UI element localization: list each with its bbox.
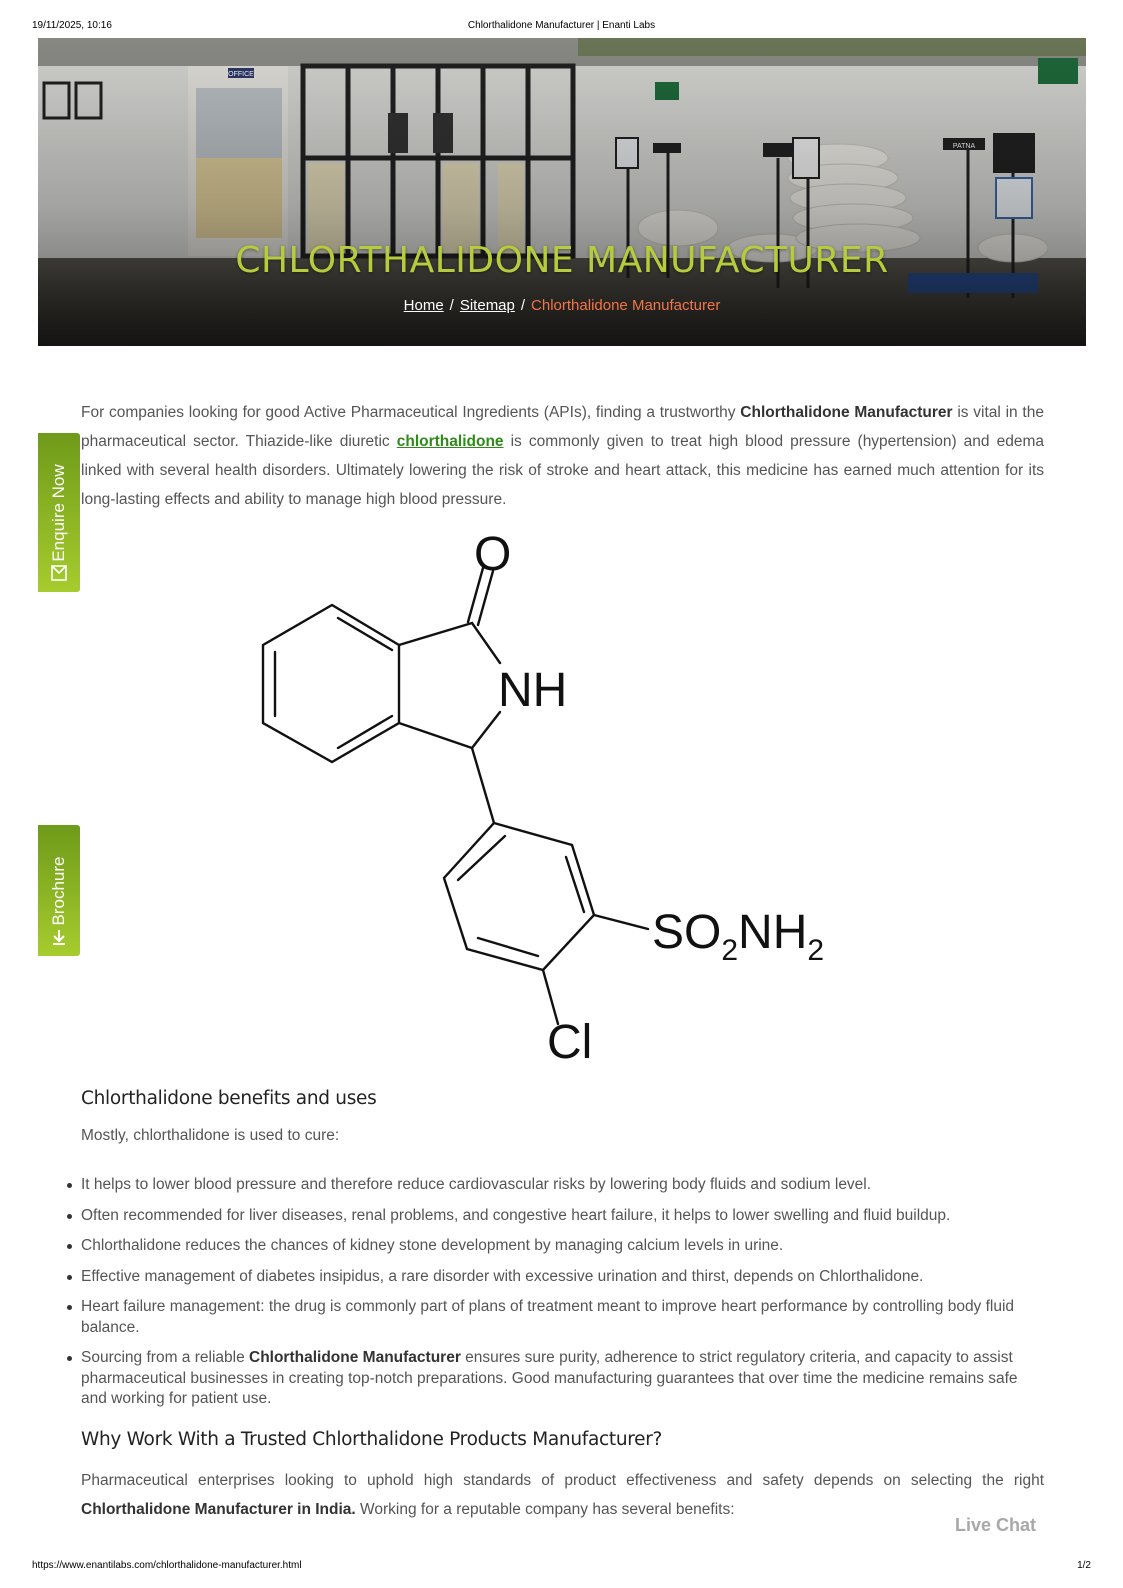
benefits-list <box>81 1175 1044 1420</box>
why-bold-term: Chlorthalidone Manufacturer in India. <box>81 1501 356 1518</box>
print-header <box>32 20 1091 34</box>
download-icon <box>50 928 68 946</box>
list-item: Heart failure management: the drug is commonly part of plans of treatment meant to improve heart performance by controlling body fluid balance. <box>81 1297 1044 1338</box>
atom-label-chlorine: Cl <box>547 1016 593 1069</box>
benefits-heading: Chlorthalidone benefits and uses <box>81 1088 377 1109</box>
page-title: CHLORTHALIDONE MANUFACTURER <box>235 240 889 281</box>
list-item: Effective management of diabetes insipidus, a rare disorder with excessive urination and thirst, depends on Chlorthalidone. <box>81 1267 1044 1288</box>
group-label-sulfonamide: $SO_2NH_2$ <box>652 906 825 967</box>
list-item-text: Sourcing from a reliable <box>81 1349 249 1366</box>
list-item: Chlorthalidone reduces the chances of kidney stone development by managing calcium levels in urine. <box>81 1236 1044 1257</box>
brochure-tab[interactable] <box>38 825 80 956</box>
hero-banner <box>38 38 1086 346</box>
print-doc-title: Chlorthalidone Manufacturer | Enanti Labs <box>467 20 656 31</box>
print-datetime: 19/11/2025, 10:16 <box>32 20 112 31</box>
breadcrumb <box>38 297 1086 314</box>
list-item-text: ensures sure purity, adherence to strict regulatory criteria, and capacity to assist pharmaceutical businesses in creating top-notch preparations. Good manufacturing guarantees that over time the medicine remains safe and working for patient use. <box>81 1349 1018 1407</box>
atom-label-oxygen: O <box>474 528 512 581</box>
intro-text: For companies looking for good Active Pharmaceutical Ingredients (APIs), finding a trustworthy <box>81 404 741 421</box>
envelope-icon <box>50 564 68 582</box>
why-text: Pharmaceutical enterprises looking to uphold high standards of product effectiveness and safety depends on selecting the right <box>81 1472 1044 1489</box>
breadcrumb-home-link[interactable]: Home <box>403 297 444 314</box>
breadcrumb-separator: / <box>520 297 526 314</box>
intro-bold-term: Chlorthalidone Manufacturer <box>740 404 953 421</box>
print-url: https://www.enantilabs.com/chlorthalidone-manufacturer.html <box>32 1560 302 1571</box>
atom-label-nh: NH <box>498 664 568 717</box>
why-paragraph <box>81 1466 1044 1524</box>
intro-text: is commonly given to treat high blood pressure (hypertension) and edema linked with several health disorders. Ultimately lowering the risk of stroke and heart attack, this medicine has earned much attention for its long-lasting effects and ability to manage high blood pressure. <box>81 433 1045 508</box>
intro-paragraph <box>81 398 1044 514</box>
live-chat-button[interactable]: Live Chat <box>955 1515 1037 1535</box>
print-page-number: 1/2 <box>1077 1560 1091 1571</box>
intro-text: is vital in the pharmaceutical sector. Thiazide-like diuretic <box>81 404 1044 450</box>
chlorthalidone-structure-diagram <box>240 520 880 1080</box>
list-item-bold: Chlorthalidone Manufacturer <box>249 1349 461 1366</box>
benefits-lead: Mostly, chlorthalidone is used to cure: <box>81 1127 340 1144</box>
breadcrumb-sitemap-link[interactable]: Sitemap <box>459 297 515 314</box>
breadcrumb-current: Chlorthalidone Manufacturer <box>531 297 721 314</box>
list-item <box>81 1348 1044 1410</box>
why-text: Working for a reputable company has several benefits: <box>355 1501 735 1518</box>
list-item: It helps to lower blood pressure and therefore reduce cardiovascular risks by lowering body fluids and sodium level. <box>81 1175 1044 1196</box>
why-heading: Why Work With a Trusted Chlorthalidone Products Manufacturer? <box>81 1429 663 1450</box>
list-item: Often recommended for liver diseases, renal problems, and congestive heart failure, it helps to lower swelling and fluid buildup. <box>81 1206 1044 1227</box>
breadcrumb-separator: / <box>449 297 454 314</box>
enquire-now-tab[interactable] <box>38 433 80 592</box>
chlorthalidone-link[interactable]: chlorthalidone <box>396 433 504 450</box>
enquire-now-label: Enquire Now <box>49 463 68 562</box>
brochure-label: Brochure <box>49 856 68 925</box>
